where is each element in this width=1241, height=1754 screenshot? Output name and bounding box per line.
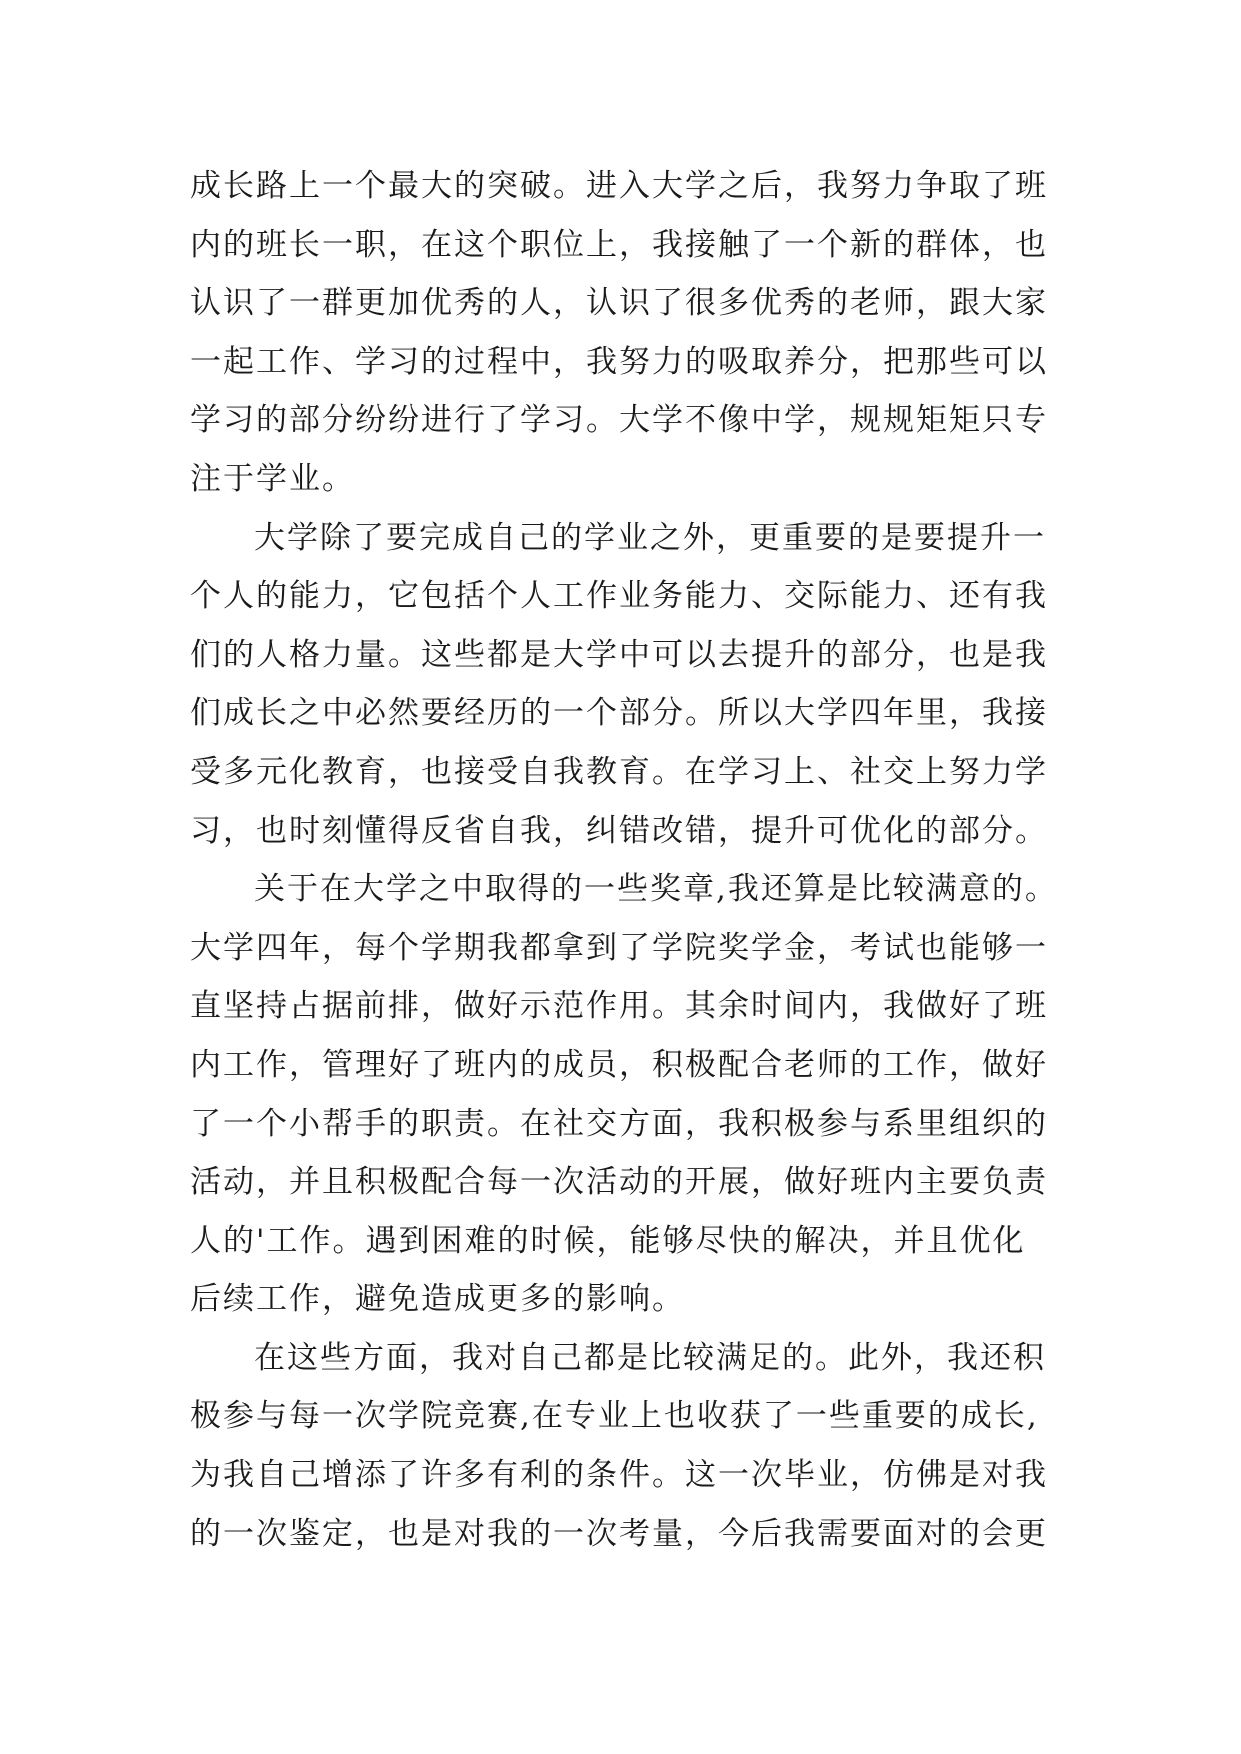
text-line: 后续工作，避免造成更多的影响。 [190,1281,685,1318]
paragraph-first-line: 大学除了要完成自己的学业之外，更重要的是要提升一 [254,519,1046,556]
text-line: 们的人格力量。这些都是大学中可以去提升的部分，也是我 [190,636,1048,673]
paragraph-first-line: 在这些方面，我对自己都是比较满足的。此外，我还积 [254,1339,1046,1376]
body-text [190,157,1058,1563]
text-line: 极参与每一次学院竞赛,在专业上也收获了一些重要的成长, [190,1398,1039,1435]
text-line: 大学四年，每个学期我都拿到了学院奖学金，考试也能够一 [190,929,1048,966]
text-line: 人的'工作。遇到困难的时候，能够尽快的解决，并且优化 [190,1222,1026,1259]
text-line: 为我自己增添了许多有利的条件。这一次毕业，仿佛是对我 [190,1457,1048,1494]
text-line: 们成长之中必然要经历的一个部分。所以大学四年里，我接 [190,695,1048,732]
text-line: 的一次鉴定，也是对我的一次考量，今后我需要面对的会更 [190,1515,1048,1552]
paragraph-first-line: 关于在大学之中取得的一些奖章,我还算是比较满意的。 [254,871,1058,908]
text-line: 认识了一群更加优秀的人，认识了很多优秀的老师，跟大家 [190,285,1048,322]
text-line: 习，也时刻懂得反省自我，纠错改错，提升可优化的部分。 [190,812,1048,849]
text-line: 内工作，管理好了班内的成员，积极配合老师的工作，做好 [190,1046,1048,1083]
text-line: 内的班长一职，在这个职位上，我接触了一个新的群体，也 [190,226,1048,263]
text-line: 受多元化教育，也接受自我教育。在学习上、社交上努力学 [190,753,1048,790]
text-line: 个人的能力，它包括个人工作业务能力、交际能力、还有我 [190,578,1048,615]
text-line: 直坚持占据前排，做好示范作用。其余时间内，我做好了班 [190,988,1048,1025]
text-line: 成长路上一个最大的突破。进入大学之后，我努力争取了班 [190,168,1048,204]
text-line: 活动，并且积极配合每一次活动的开展，做好班内主要负责 [190,1164,1048,1201]
text-line: 一起工作、学习的过程中，我努力的吸取养分，把那些可以 [190,343,1048,380]
text-line: 了一个小帮手的职责。在社交方面，我积极参与系里组织的 [190,1105,1048,1142]
text-line: 注于学业。 [190,460,355,497]
text-line: 学习的部分纷纷进行了学习。大学不像中学，规规矩矩只专 [190,402,1048,439]
